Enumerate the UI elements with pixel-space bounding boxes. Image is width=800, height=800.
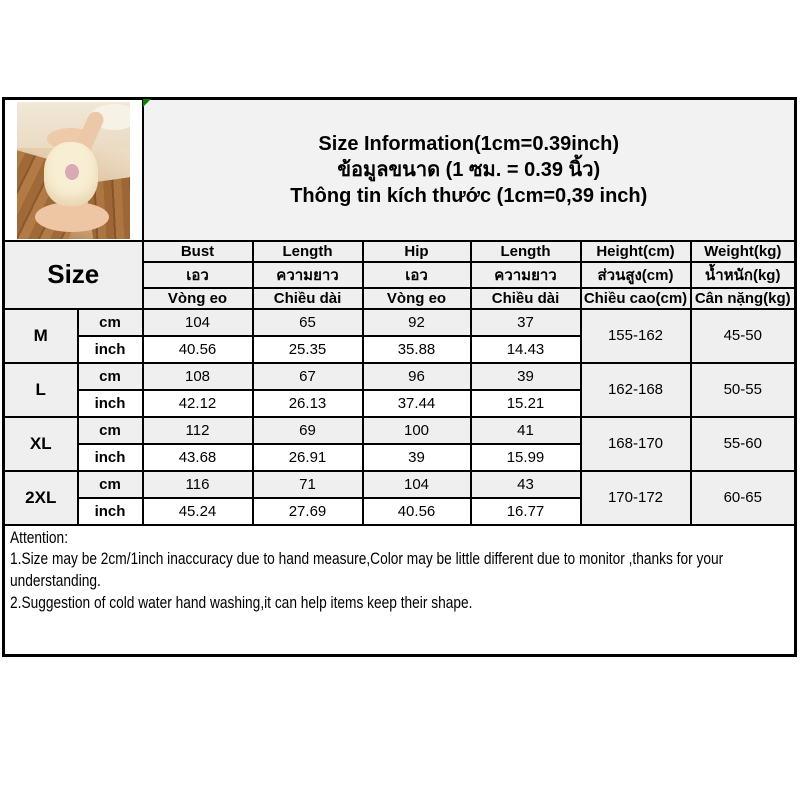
value-cell: 42.12 xyxy=(143,390,253,417)
photo-legs-shape xyxy=(35,202,109,232)
title-vietnamese: Thông tin kích thước (1cm=0,39 inch) xyxy=(290,184,648,207)
attention-cell xyxy=(4,525,796,656)
value-cell: 92 xyxy=(363,309,471,336)
value-cell: 100 xyxy=(363,417,471,444)
table-row xyxy=(4,471,796,498)
value-cell: 37 xyxy=(471,309,581,336)
value-cell: 45.24 xyxy=(143,498,253,525)
value-cell: 108 xyxy=(143,363,253,390)
value-cell: 65 xyxy=(253,309,363,336)
size-table xyxy=(2,97,797,657)
value-cell: 43 xyxy=(471,471,581,498)
header-bust-en: Bust xyxy=(143,241,253,262)
unit-cell: cm xyxy=(78,471,143,498)
title-english: Size Information(1cm=0.39inch) xyxy=(318,132,620,155)
weight-range-cell: 60-65 xyxy=(691,471,796,525)
header-height-vi: Chiều cao(cm) xyxy=(581,288,691,309)
header-bust-vi: Vòng eo xyxy=(143,288,253,309)
value-cell: 104 xyxy=(143,309,253,336)
attention-note-1: 1.Size may be 2cm/1inch inaccuracy due to hand measure,Color may be little different due to monitor ,thanks for your understanding. xyxy=(10,550,724,591)
excel-green-corner-icon xyxy=(143,99,151,107)
value-cell: 26.13 xyxy=(253,390,363,417)
value-cell: 27.69 xyxy=(253,498,363,525)
value-cell: 104 xyxy=(363,471,471,498)
value-cell: 40.56 xyxy=(143,336,253,363)
photo-cell xyxy=(4,99,143,241)
value-cell: 43.68 xyxy=(143,444,253,471)
attention-row xyxy=(4,525,796,656)
value-cell: 40.56 xyxy=(363,498,471,525)
header-height-en: Height(cm) xyxy=(581,241,691,262)
photo-chest-motif-shape xyxy=(65,164,79,180)
product-photo xyxy=(17,102,130,239)
size-label-2xl: 2XL xyxy=(4,471,78,525)
value-cell: 16.77 xyxy=(471,498,581,525)
value-cell: 39 xyxy=(471,363,581,390)
value-cell: 25.35 xyxy=(253,336,363,363)
header-length-en: Length xyxy=(253,241,363,262)
size-label-m: M xyxy=(4,309,78,363)
header-hip-th: เอว xyxy=(363,262,471,288)
unit-cell: cm xyxy=(78,363,143,390)
unit-cell: inch xyxy=(78,390,143,417)
size-label-l: L xyxy=(4,363,78,417)
header-length2-en: Length xyxy=(471,241,581,262)
header-length-th: ความยาว xyxy=(253,262,363,288)
height-range-cell: 155-162 xyxy=(581,309,691,363)
unit-cell: cm xyxy=(78,417,143,444)
value-cell: 14.43 xyxy=(471,336,581,363)
header-length2-th: ความยาว xyxy=(471,262,581,288)
unit-cell: cm xyxy=(78,309,143,336)
header-hip-vi: Vòng eo xyxy=(363,288,471,309)
value-cell: 116 xyxy=(143,471,253,498)
value-cell: 35.88 xyxy=(363,336,471,363)
value-cell: 15.99 xyxy=(471,444,581,471)
value-cell: 41 xyxy=(471,417,581,444)
height-range-cell: 170-172 xyxy=(581,471,691,525)
header-bust-th: เอว xyxy=(143,262,253,288)
header-hip-en: Hip xyxy=(363,241,471,262)
weight-range-cell: 50-55 xyxy=(691,363,796,417)
unit-cell: inch xyxy=(78,336,143,363)
size-corner-label: Size xyxy=(4,241,143,309)
title-thai: ข้อมูลขนาด (1 ซม. = 0.39 นิ้ว) xyxy=(337,158,601,181)
unit-cell: inch xyxy=(78,498,143,525)
table-row xyxy=(4,309,796,336)
weight-range-cell: 45-50 xyxy=(691,309,796,363)
height-range-cell: 168-170 xyxy=(581,417,691,471)
attention-note-2: 2.Suggestion of cold water hand washing,it can help items keep their shape. xyxy=(10,593,473,612)
height-range-cell: 162-168 xyxy=(581,363,691,417)
value-cell: 26.91 xyxy=(253,444,363,471)
title-cell xyxy=(143,99,796,241)
value-cell: 15.21 xyxy=(471,390,581,417)
value-cell: 69 xyxy=(253,417,363,444)
table-row xyxy=(4,417,796,444)
header-row-english xyxy=(4,241,796,262)
title-row xyxy=(4,99,796,241)
header-length-vi: Chiều dài xyxy=(253,288,363,309)
header-height-th: ส่วนสูง(cm) xyxy=(581,262,691,288)
size-label-xl: XL xyxy=(4,417,78,471)
header-length2-vi: Chiều dài xyxy=(471,288,581,309)
value-cell: 39 xyxy=(363,444,471,471)
value-cell: 112 xyxy=(143,417,253,444)
value-cell: 71 xyxy=(253,471,363,498)
header-weight-en: Weight(kg) xyxy=(691,241,796,262)
header-weight-th: น้ำหนัก(kg) xyxy=(691,262,796,288)
header-weight-vi: Cân nặng(kg) xyxy=(691,288,796,309)
table-row xyxy=(4,363,796,390)
value-cell: 96 xyxy=(363,363,471,390)
weight-range-cell: 55-60 xyxy=(691,417,796,471)
value-cell: 37.44 xyxy=(363,390,471,417)
attention-text xyxy=(10,528,796,615)
value-cell: 67 xyxy=(253,363,363,390)
unit-cell: inch xyxy=(78,444,143,471)
attention-heading: Attention: xyxy=(10,528,69,547)
